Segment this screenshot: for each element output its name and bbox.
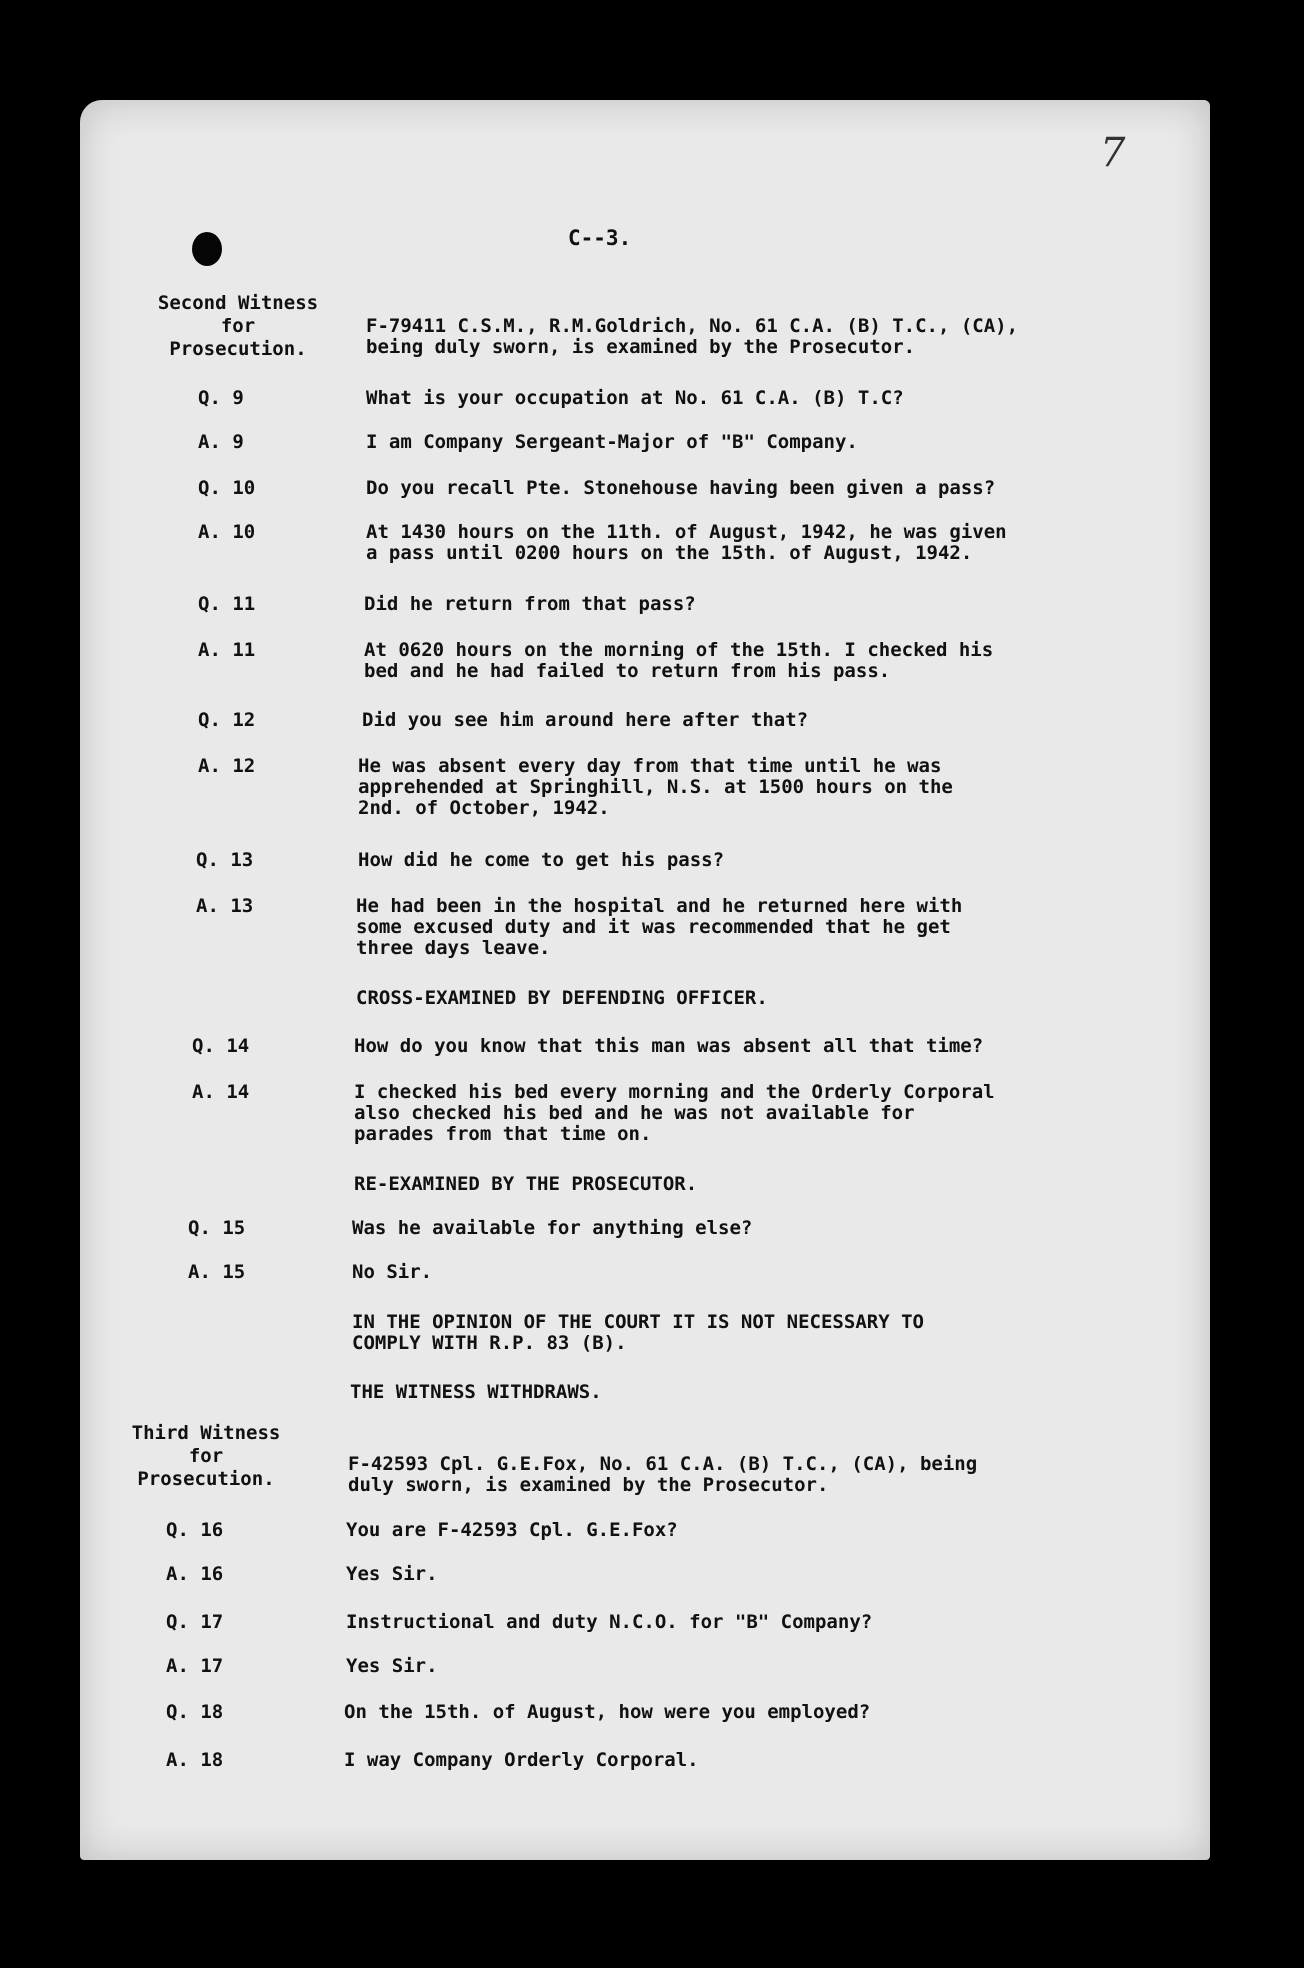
heading-court-opinion: IN THE OPINION OF THE COURT IT IS NOT NECESSARY TO COMPLY WITH R.P. 83 (B).	[352, 1311, 924, 1354]
qa-text: He had been in the hospital and he returned here with some excused duty and it was recommended that he get three days leave.	[356, 895, 963, 959]
side-label-second-witness	[128, 292, 348, 361]
qa-label: Q. 11	[198, 593, 256, 615]
qa-text: Instructional and duty N.C.O. for "B" Company?	[346, 1611, 873, 1633]
qa-label: A. 11	[198, 639, 256, 661]
qa-label: Q. 14	[192, 1035, 250, 1057]
qa-text: Did he return from that pass?	[364, 593, 696, 615]
side-label-line: Prosecution.	[169, 338, 307, 360]
side-label-line: Third Witness	[131, 1422, 281, 1444]
heading-re-examined: RE-EXAMINED BY THE PROSECUTOR.	[354, 1173, 698, 1195]
qa-label: A. 9	[198, 431, 244, 453]
qa-label: A. 15	[188, 1261, 246, 1283]
qa-text: How do you know that this man was absent all that time?	[354, 1035, 984, 1057]
side-label-line: Prosecution.	[137, 1468, 275, 1490]
qa-label: A. 16	[166, 1563, 224, 1585]
qa-label: Q. 17	[166, 1611, 224, 1633]
punch-hole	[192, 232, 222, 266]
qa-label: Q. 15	[188, 1217, 246, 1239]
qa-label: A. 12	[198, 755, 256, 777]
qa-text: I checked his bed every morning and the Orderly Corporal also checked his bed and he was not available for parades from that time on.	[354, 1081, 995, 1145]
qa-text: I am Company Sergeant-Major of "B" Company.	[366, 431, 858, 453]
qa-text: No Sir.	[352, 1261, 433, 1283]
qa-label: Q. 16	[166, 1519, 224, 1541]
heading-witness-withdraws: THE WITNESS WITHDRAWS.	[350, 1381, 602, 1403]
witness-intro-text: F-79411 C.S.M., R.M.Goldrich, No. 61 C.A. (B) T.C., (CA), being duly sworn, is examined by the Prosecutor.	[366, 315, 1019, 358]
qa-label: Q. 12	[198, 709, 256, 731]
page-number: 7	[1100, 130, 1126, 176]
heading-cross-examined: CROSS-EXAMINED BY DEFENDING OFFICER.	[356, 987, 768, 1009]
qa-label: A. 17	[166, 1655, 224, 1677]
document-page	[80, 100, 1210, 1860]
qa-label: A. 18	[166, 1749, 224, 1771]
qa-text: At 1430 hours on the 11th. of August, 1942, he was given a pass until 0200 hours on the 15th. of August, 1942.	[366, 521, 1007, 564]
qa-text: At 0620 hours on the morning of the 15th. I checked his bed and he had failed to return from his pass.	[364, 639, 994, 682]
qa-text: Do you recall Pte. Stonehouse having been given a pass?	[366, 477, 996, 499]
page-header-code: C--3.	[568, 226, 632, 250]
qa-label: Q. 10	[198, 477, 256, 499]
qa-text: Yes Sir.	[346, 1563, 438, 1585]
qa-text: Did you see him around here after that?	[362, 709, 809, 731]
qa-text: He was absent every day from that time until he was apprehended at Springhill, N.S. at 1500 hours on the 2nd. of October, 1942.	[358, 755, 953, 819]
side-label-line: for	[220, 315, 256, 337]
qa-label: A. 14	[192, 1081, 250, 1103]
side-label-line: Second Witness	[157, 292, 319, 314]
qa-label: A. 13	[196, 895, 254, 917]
qa-text: Was he available for anything else?	[352, 1217, 753, 1239]
qa-label: A. 10	[198, 521, 256, 543]
qa-text: How did he come to get his pass?	[358, 849, 725, 871]
side-label-line: for	[188, 1445, 224, 1467]
side-label-third-witness	[96, 1422, 316, 1491]
qa-text: You are F-42593 Cpl. G.E.Fox?	[346, 1519, 678, 1541]
qa-text: Yes Sir.	[346, 1655, 438, 1677]
qa-text: On the 15th. of August, how were you employed?	[344, 1701, 871, 1723]
qa-label: Q. 9	[198, 387, 244, 409]
qa-label: Q. 13	[196, 849, 254, 871]
qa-text: What is your occupation at No. 61 C.A. (B) T.C?	[366, 387, 904, 409]
qa-label: Q. 18	[166, 1701, 224, 1723]
witness-intro-text: F-42593 Cpl. G.E.Fox, No. 61 C.A. (B) T.C., (CA), being duly sworn, is examined by the Prosecutor.	[348, 1453, 978, 1496]
qa-text: I way Company Orderly Corporal.	[344, 1749, 699, 1771]
